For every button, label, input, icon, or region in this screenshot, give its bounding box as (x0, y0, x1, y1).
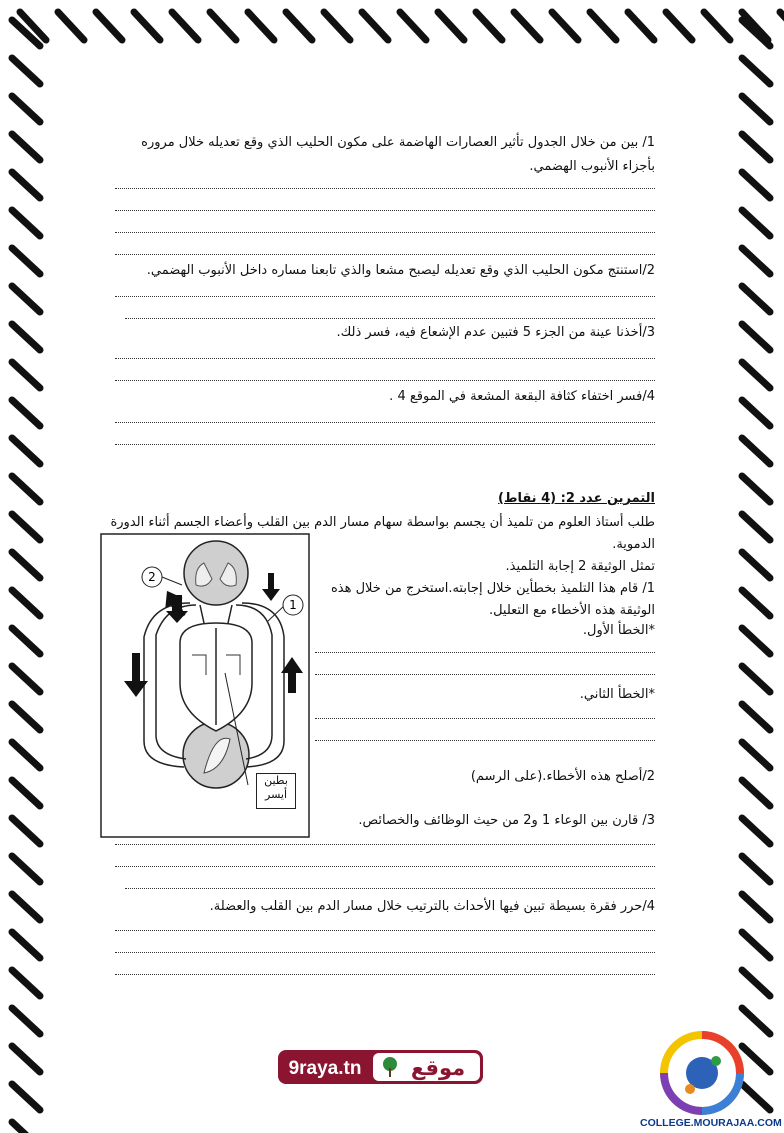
left-border-decoration (0, 0, 70, 1133)
question-2: 2/استنتج مكون الحليب الذي وقع تعديله ليصبح مشعا والذي تابعنا مساره داخل الأنبوب الهضمي. (146, 263, 655, 278)
exercise-2-question-1-line-2: الوثيقة هذه الأخطاء مع التعليل. (488, 603, 655, 618)
answer-line[interactable] (315, 740, 655, 741)
left-ventricle-label (256, 773, 296, 809)
answer-line[interactable] (115, 358, 655, 359)
lungs-organ (184, 541, 248, 605)
answer-line[interactable] (115, 188, 655, 189)
ventricle-label-line-2: أيسر (265, 788, 287, 801)
error-1-label: *الخطأ الأول. (582, 623, 655, 638)
answer-line[interactable] (115, 930, 655, 931)
answer-line[interactable] (115, 952, 655, 953)
badge-emblem-icon (640, 1015, 775, 1115)
error-2-label: *الخطأ الثاني. (579, 687, 655, 702)
college-badge[interactable] (640, 1015, 782, 1133)
answer-line[interactable] (115, 444, 655, 445)
site-logo-arabic: موقع (410, 1056, 466, 1080)
exercise-2-question-1-line-1: 1/ قام هذا التلميذ بخطأين خلال إجابته.استخرج من خلال هذه (330, 581, 655, 596)
answer-line[interactable] (125, 318, 655, 319)
question-1-line-2: بأجزاء الأنبوب الهضمي. (529, 159, 655, 174)
answer-line[interactable] (115, 422, 655, 423)
answer-line[interactable] (315, 674, 655, 675)
exercise-2-intro-line-1: طلب أستاذ العلوم من تلميذ أن يجسم بواسطة سهام مسار الدم بين القلب وأعضاء الجسم أثناء الدورة (110, 515, 655, 530)
answer-line[interactable] (115, 296, 655, 297)
document-2-caption: تمثل الوثيقة 2 إجابة التلميذ. (505, 559, 655, 574)
exercise-2-intro-line-2: الدموية. (612, 537, 655, 552)
question-3: 3/أخذنا عينة من الجزء 5 فتبين عدم الإشعاع فيه، فسر ذلك. (336, 325, 655, 340)
answer-line[interactable] (315, 652, 655, 653)
answer-line[interactable] (115, 232, 655, 233)
answer-line[interactable] (115, 974, 655, 975)
exercise-2-question-2: 2/أصلح هذه الأخطاء.(على الرسم) (470, 769, 655, 784)
site-logo[interactable] (278, 1050, 483, 1084)
exercise-2-question-4: 4/حرر فقرة بسيطة تبين فيها الأحداث بالترتيب خلال مسار الدم بين القلب والعضلة. (209, 899, 655, 914)
answer-line[interactable] (315, 718, 655, 719)
answer-line[interactable] (115, 254, 655, 255)
top-border-decoration (0, 0, 784, 70)
circulation-diagram (100, 533, 310, 838)
vessel-2-label: 2 (148, 570, 156, 584)
answer-line[interactable] (115, 210, 655, 211)
vessel-1-label: 1 (289, 598, 297, 612)
answer-line[interactable] (115, 866, 655, 867)
answer-line[interactable] (115, 844, 655, 845)
ventricle-label-line-1: بطين (264, 774, 288, 787)
answer-line[interactable] (125, 888, 655, 889)
question-1-line-1: 1/ بين من خلال الجدول تأثير العصارات الهاضمة على مكون الحليب الذي وقع تعديله خلال مروره (141, 135, 655, 150)
exercise-2-question-3: 3/ قارن بين الوعاء 1 و2 من حيث الوظائف والخصائص. (358, 813, 655, 828)
question-4: 4/فسر اختفاء كثافة البقعة المشعة في الموقع 4 . (389, 389, 655, 404)
right-border-decoration (714, 0, 784, 1133)
exercise-2-title: التمرين عدد 2: (4 نقاط) (498, 491, 655, 506)
site-logo-text: 9raya.tn (288, 1058, 362, 1079)
answer-line[interactable] (115, 380, 655, 381)
badge-url[interactable]: COLLEGE.MOURAJAA.COM (640, 1117, 782, 1129)
